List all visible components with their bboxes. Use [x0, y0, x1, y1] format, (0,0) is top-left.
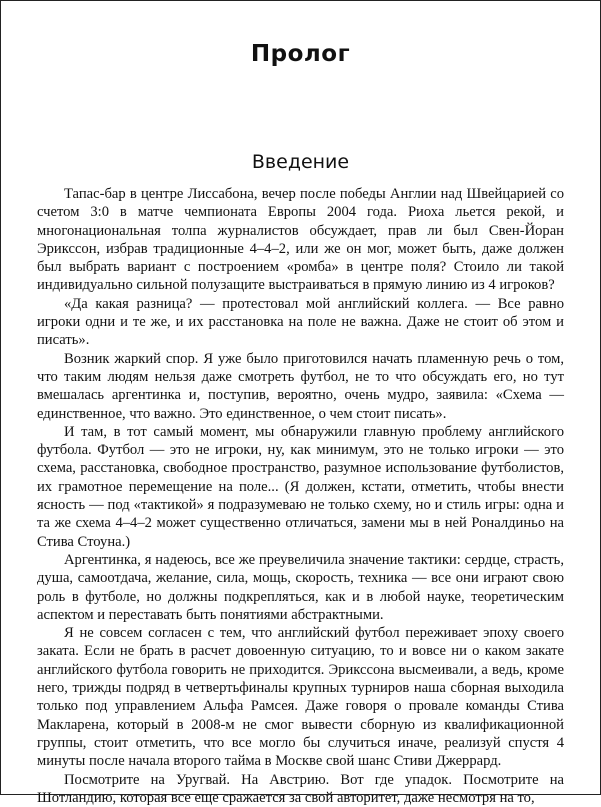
chapter-title: Пролог — [1, 41, 600, 67]
paragraph: И там, в тот самый момент, мы обнаружили главную проблему английского футбола. Футбол — это не игроки, ну, как минимум, это не только игроки — это схема, расстановка, свободное пространство, разумное использование футболистов, их грамотное перемещение на поле... (Я должен, кстати, отметить, чтобы внести ясность — под «тактикой» я подразумеваю не только схему, но и стиль игры: одна и та же схема 4–4–2 может существенно отличаться, замени мы в ней Роналдиньо на Стива Стоуна.) — [37, 423, 564, 551]
paragraph: Я не совсем согласен с тем, что английский футбол переживает эпоху своего заката. Если не брать в расчет довоенную ситуацию, то и вовсе ни о каком закате английского футбола говорить не приходится. Эрикссона высмеивали, а ведь, кроме него, трижды подряд в четвертьфиналы крупных турниров наша сборная выходила только под управлением Альфа Рамсея. Даже говоря о провале команды Стива Макларена, который в 2008-м не смог вывести сборную из квалификационной группы, стоит отметить, что все могло бы случиться иначе, реализуй спустя 4 минуты после начала второго тайма в Москве свой шанс Стиви Джеррард. — [37, 624, 564, 770]
paragraph: Посмотрите на Уругвай. На Австрию. Вот где упадок. Посмотрите на Шотландию, которая все еще сражается за свой авторитет, даже несмотря на то, — [37, 771, 564, 807]
section-title: Введение — [1, 151, 600, 173]
paragraph: «Да какая разница? — протестовал мой английский коллега. — Все равно игроки одни и те же, и их расстановка на поле не важна. Даже не стоит об этом и писать». — [37, 295, 564, 350]
paragraph: Аргентинка, я надеюсь, все же преувеличила значение тактики: сердце, страсть, душа, самоотдача, желание, сила, мощь, скорость, техника — все они играют свою роль в футболе, но должны подкрепляться, как и в любой науке, теоретическим аспектом и переставать быть понятиями абстрактными. — [37, 551, 564, 624]
body-text — [37, 185, 564, 807]
paragraph: Возник жаркий спор. Я уже было приготовился начать пламенную речь о том, что таким людям нельзя даже смотреть футбол, не то что обсуждать его, но тут вмешалась аргентинка и, поступив, вероятно, очень мудро, заявила: «Схема — единственное, что важно. Это единственное, о чем стоит писать». — [37, 350, 564, 423]
paragraph: Тапас-бар в центре Лиссабона, вечер после победы Англии над Швейцарией со счетом 3:0 в матче чемпионата Европы 2004 года. Риоха льется рекой, и многонациональная толпа журналистов обсуждает, прав ли был Свен-Йоран Эрикссон, избрав традиционные 4–4–2, или же он мог, может быть, даже должен был выбрать вариант с построением «ромба» в центре поля? Стоило ли такой индивидуально сильной полузащите выстраиваться в прямую линию из 4 игроков? — [37, 185, 564, 295]
